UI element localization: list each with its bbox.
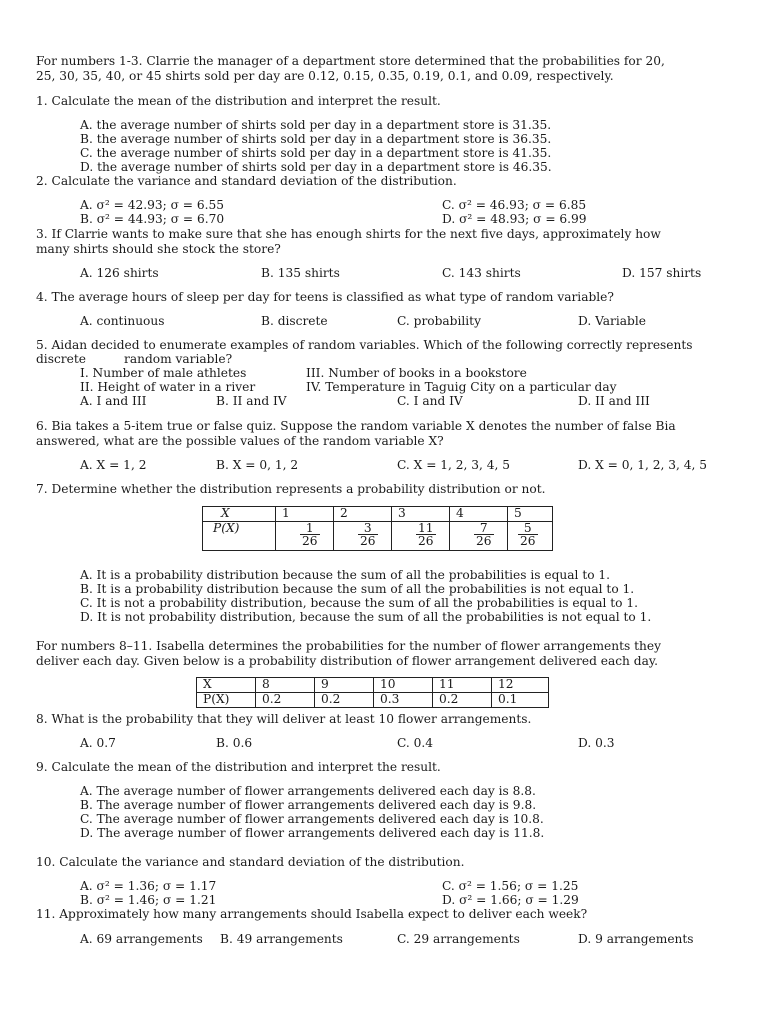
q7-p-row xyxy=(203,522,553,551)
q8-option-a: A. 0.7 xyxy=(80,736,116,750)
fraction xyxy=(474,522,494,547)
q2-option-b: B. σ² = 44.93; σ = 6.70 xyxy=(80,212,225,226)
table2-x-value: 10 xyxy=(374,678,433,693)
q2-option-c: C. σ² = 46.93; σ = 6.85 xyxy=(442,198,587,212)
q5-option-a: A. I and III xyxy=(80,394,147,408)
fraction-numerator: 3 xyxy=(358,522,378,535)
q11-stem: 11. Approximately how many arrangements should Isabella expect to deliver each week? xyxy=(36,907,588,921)
q7-x-value: 4 xyxy=(450,507,508,522)
q8-option-d: D. 0.3 xyxy=(578,736,615,750)
q5-item-i: I. Number of male athletes xyxy=(80,366,247,380)
intro-1-line-1: For numbers 1-3. Clarrie the manager of a department store determined that the probabilities for 20, xyxy=(36,54,665,68)
q7-x-row xyxy=(203,507,553,522)
q5-stem-line-2b: random variable? xyxy=(124,352,233,366)
q2-option-d: D. σ² = 48.93; σ = 6.99 xyxy=(442,212,587,226)
q10-option-d: D. σ² = 1.66; σ = 1.29 xyxy=(442,893,579,907)
q3-stem-line-2: many shirts should she stock the store? xyxy=(36,242,281,256)
fraction xyxy=(300,522,320,547)
q7-x-value: 2 xyxy=(334,507,392,522)
fraction xyxy=(358,522,378,547)
q1-stem: 1. Calculate the mean of the distribution and interpret the result. xyxy=(36,94,441,108)
q7-x-value: 1 xyxy=(276,507,334,522)
q6-option-b: B. X = 0, 1, 2 xyxy=(216,458,299,472)
q5-item-ii: II. Height of water in a river xyxy=(80,380,256,394)
fraction-denominator: 26 xyxy=(520,534,536,548)
q8-stem: 8. What is the probability that they will deliver at least 10 flower arrangements. xyxy=(36,712,532,726)
q4-option-d: D. Variable xyxy=(578,314,646,328)
intro-1-line-2: 25, 30, 35, 40, or 45 shirts sold per day are 0.12, 0.15, 0.35, 0.19, 0.1, and 0.09, respectively. xyxy=(36,69,614,83)
q7-p-cell xyxy=(392,522,450,551)
table2-p-value: 0.2 xyxy=(315,693,374,708)
q4-stem: 4. The average hours of sleep per day for teens is classified as what type of random variable? xyxy=(36,290,614,304)
q7-p-header: P(X) xyxy=(203,522,276,551)
q9-option-d: D. The average number of flower arrangements delivered each day is 11.8. xyxy=(80,826,545,840)
q5-item-iv: IV. Temperature in Taguig City on a particular day xyxy=(306,380,617,394)
q3-option-a: A. 126 shirts xyxy=(80,266,159,280)
q6-option-a: A. X = 1, 2 xyxy=(80,458,147,472)
table2-p-value: 0.1 xyxy=(492,693,549,708)
table2-x-value: 11 xyxy=(433,678,492,693)
q6-option-c: C. X = 1, 2, 3, 4, 5 xyxy=(397,458,511,472)
q6-option-d: D. X = 0, 1, 2, 3, 4, 5 xyxy=(578,458,707,472)
q5-option-b: B. II and IV xyxy=(216,394,287,408)
q2-option-a: A. σ² = 42.93; σ = 6.55 xyxy=(80,198,225,212)
q10-option-c: C. σ² = 1.56; σ = 1.25 xyxy=(442,879,579,893)
q1-option-a: A. the average number of shirts sold per day in a department store is 31.35. xyxy=(80,118,552,132)
q11-option-a: A. 69 arrangements xyxy=(80,932,203,946)
q1-option-d: D. the average number of shirts sold per day in a department store is 46.35. xyxy=(80,160,552,174)
q5-stem-line-2a: discrete xyxy=(36,352,86,366)
q2-stem: 2. Calculate the variance and standard deviation of the distribution. xyxy=(36,174,457,188)
table2-p-row xyxy=(197,693,549,708)
q5-option-d: D. II and III xyxy=(578,394,650,408)
q8-option-b: B. 0.6 xyxy=(216,736,253,750)
q10-option-a: A. σ² = 1.36; σ = 1.17 xyxy=(80,879,217,893)
q7-x-value: 3 xyxy=(392,507,450,522)
q9-option-a: A. The average number of flower arrangements delivered each day is 8.8. xyxy=(80,784,536,798)
q1-option-b: B. the average number of shirts sold per day in a department store is 36.35. xyxy=(80,132,552,146)
q7-distribution-table xyxy=(202,506,553,551)
fraction-numerator: 11 xyxy=(418,521,434,535)
fraction-denominator: 26 xyxy=(476,534,492,548)
q7-option-a: A. It is a probability distribution because the sum of all the probabilities is equal to 1. xyxy=(80,568,611,582)
fraction-numerator: 1 xyxy=(300,522,320,535)
q6-stem-line-1: 6. Bia takes a 5-item true or false quiz. Suppose the random variable X denotes the number of false Bia xyxy=(36,419,676,433)
q7-p-cell xyxy=(334,522,392,551)
q3-stem-line-1: 3. If Clarrie wants to make sure that she has enough shirts for the next five days, approximately how xyxy=(36,227,661,241)
table2-p-value: 0.2 xyxy=(433,693,492,708)
q11-option-d: D. 9 arrangements xyxy=(578,932,694,946)
table2-x-header: X xyxy=(197,678,256,693)
intro-2-line-2: deliver each day. Given below is a probability distribution of flower arrangement delivered each day. xyxy=(36,654,658,668)
q4-option-b: B. discrete xyxy=(261,314,328,328)
fraction xyxy=(416,522,436,547)
q7-option-b: B. It is a probability distribution because the sum of all the probabilities is not equal to 1. xyxy=(80,582,635,596)
q8-option-c: C. 0.4 xyxy=(397,736,434,750)
table2-x-row xyxy=(197,678,549,693)
q7-p-cell xyxy=(508,522,553,551)
fraction-denominator: 26 xyxy=(302,534,318,548)
table2-p-value: 0.2 xyxy=(256,693,315,708)
q7-stem: 7. Determine whether the distribution represents a probability distribution or not. xyxy=(36,482,546,496)
intro-2-line-1: For numbers 8–11. Isabella determines the probabilities for the number of flower arrangements they xyxy=(36,639,661,653)
q7-p-cell xyxy=(276,522,334,551)
q1-option-c: C. the average number of shirts sold per day in a department store is 41.35. xyxy=(80,146,552,160)
q9-stem: 9. Calculate the mean of the distribution and interpret the result. xyxy=(36,760,441,774)
q11-option-b: B. 49 arrangements xyxy=(220,932,343,946)
q6-stem-line-2: answered, what are the possible values of the random variable X? xyxy=(36,434,444,448)
q5-item-iii: III. Number of books in a bookstore xyxy=(306,366,527,380)
q7-x-header: X xyxy=(203,507,276,522)
table2-x-value: 12 xyxy=(492,678,549,693)
table2-p-header: P(X) xyxy=(197,693,256,708)
fraction-denominator: 26 xyxy=(418,534,434,548)
fraction-numerator: 7 xyxy=(474,522,494,535)
q5-stem-line-1: 5. Aidan decided to enumerate examples of random variables. Which of the following correctly represents xyxy=(36,338,693,352)
q11-option-c: C. 29 arrangements xyxy=(397,932,520,946)
q3-option-d: D. 157 shirts xyxy=(622,266,702,280)
fraction xyxy=(518,522,538,547)
table2-x-value: 9 xyxy=(315,678,374,693)
q7-p-cell xyxy=(450,522,508,551)
table2-x-value: 8 xyxy=(256,678,315,693)
flower-distribution-table xyxy=(196,677,549,708)
fraction-numerator: 5 xyxy=(518,522,538,535)
q7-option-d: D. It is not probability distribution, because the sum of all the probabilities is not equal to 1. xyxy=(80,610,652,624)
q10-stem: 10. Calculate the variance and standard deviation of the distribution. xyxy=(36,855,465,869)
q3-option-c: C. 143 shirts xyxy=(442,266,521,280)
q9-option-b: B. The average number of flower arrangements delivered each day is 9.8. xyxy=(80,798,537,812)
q7-option-c: C. It is not a probability distribution, because the sum of all the probabilities is equal to 1. xyxy=(80,596,638,610)
q4-option-a: A. continuous xyxy=(80,314,165,328)
table2-p-value: 0.3 xyxy=(374,693,433,708)
q5-option-c: C. I and IV xyxy=(397,394,463,408)
q4-option-c: C. probability xyxy=(397,314,481,328)
q7-x-value: 5 xyxy=(508,507,553,522)
fraction-denominator: 26 xyxy=(360,534,376,548)
q3-option-b: B. 135 shirts xyxy=(261,266,340,280)
q10-option-b: B. σ² = 1.46; σ = 1.21 xyxy=(80,893,217,907)
q9-option-c: C. The average number of flower arrangements delivered each day is 10.8. xyxy=(80,812,544,826)
